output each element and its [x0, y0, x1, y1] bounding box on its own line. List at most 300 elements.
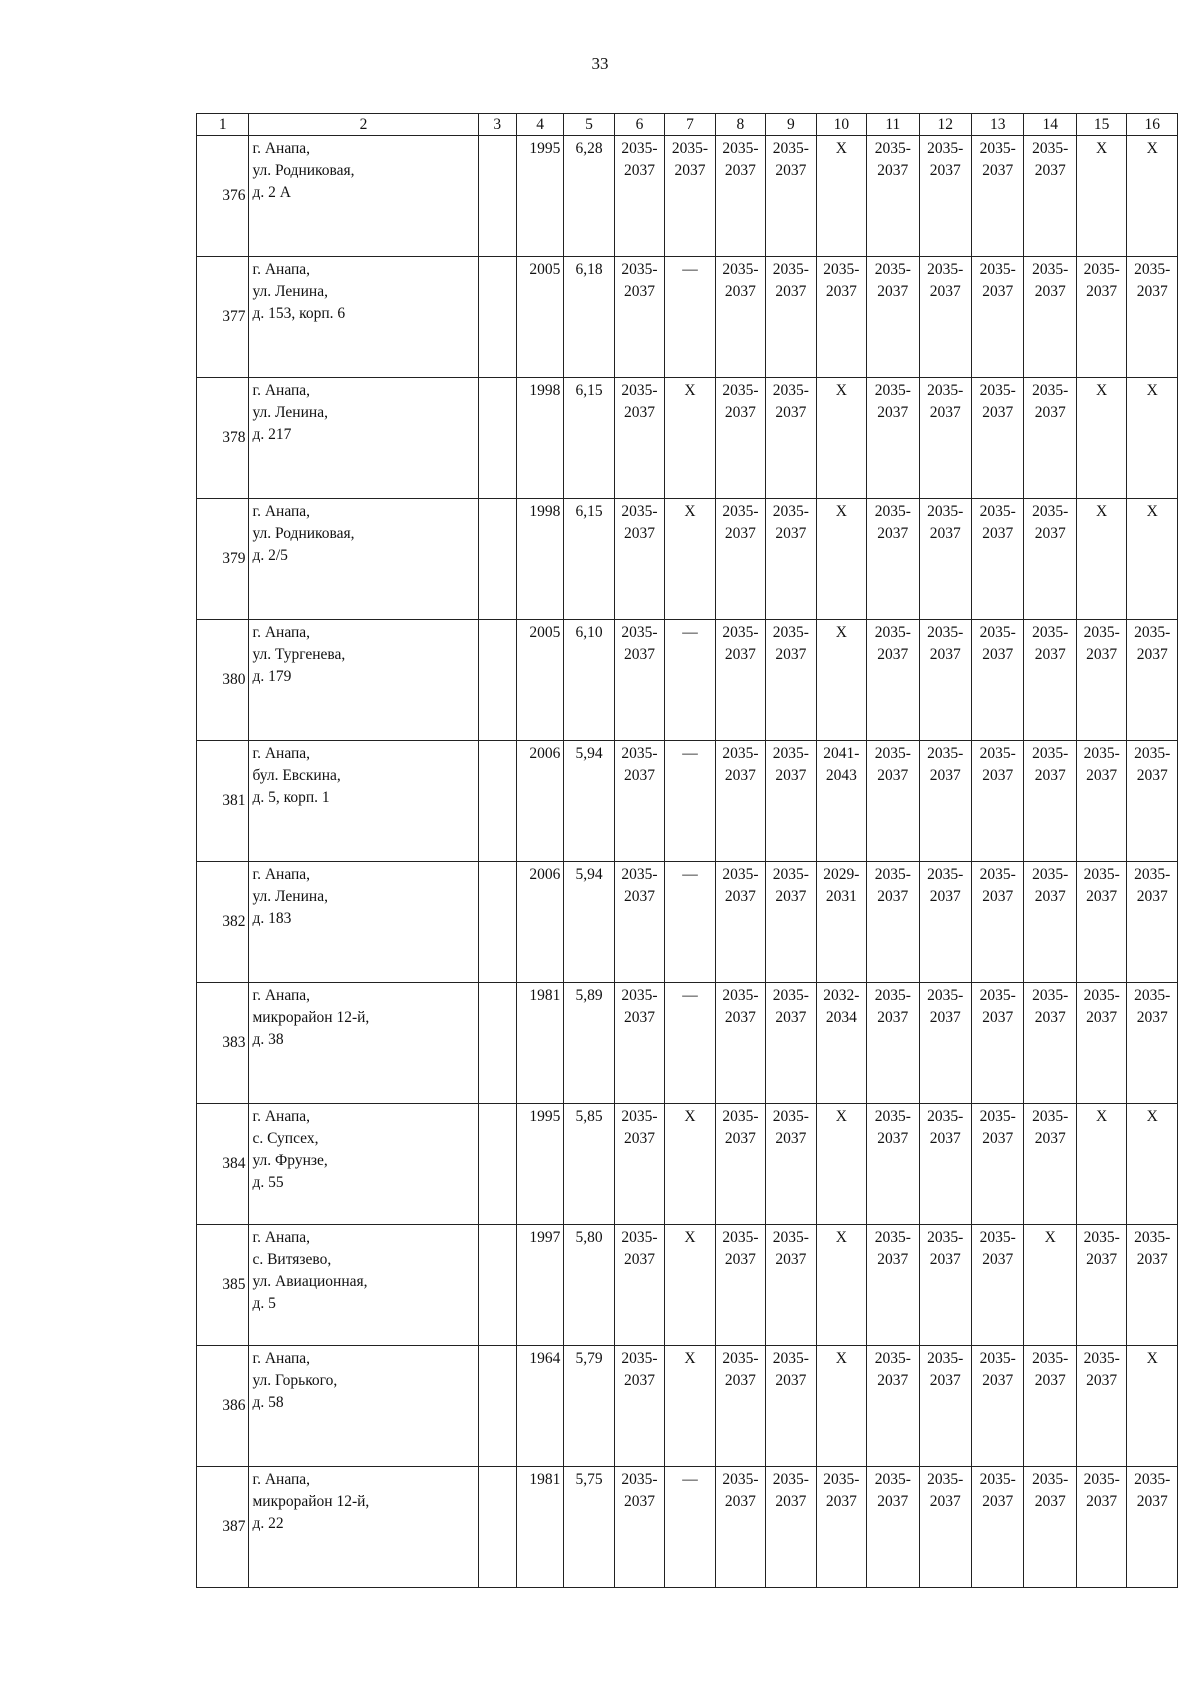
period-cell-col-8: [715, 1346, 765, 1467]
value-cell: 6,15: [564, 378, 614, 499]
period-cell-col-7: X: [665, 1346, 715, 1467]
table-row: [197, 1225, 1178, 1346]
period-part: 2035-: [722, 1108, 759, 1125]
column-3-cell: [478, 1104, 516, 1225]
period-part: 2035-: [722, 987, 759, 1004]
period-cell-col-9: [766, 1104, 816, 1225]
address-line: микрорайон 12-й,: [252, 1009, 370, 1026]
value-cell: 6,15: [564, 499, 614, 620]
column-header-2: 2: [249, 114, 478, 136]
period-cell-col-9: [766, 1346, 816, 1467]
period-part: 2037: [775, 1493, 807, 1510]
period-cell-col-13: [971, 741, 1023, 862]
address-line: г. Анапа,: [252, 624, 311, 641]
address-line: г. Анапа,: [252, 987, 311, 1004]
period-cell-col-7: —: [665, 862, 715, 983]
period-part: 2037: [982, 162, 1014, 179]
period-part: 2037: [982, 646, 1014, 663]
year-cell: 2005: [516, 257, 563, 378]
period-part: 2037: [982, 888, 1014, 905]
period-part: 2037: [929, 1130, 961, 1147]
period-cell-col-10: [816, 983, 866, 1104]
column-3-cell: [478, 1346, 516, 1467]
row-number: 380: [197, 620, 249, 741]
period-part: 2035-: [979, 866, 1016, 883]
header-row: [197, 114, 1178, 136]
address-line: г. Анапа,: [252, 1350, 311, 1367]
period-part: 2035-: [1032, 1108, 1069, 1125]
period-cell-col-6: [614, 1346, 664, 1467]
table-row: [197, 499, 1178, 620]
period-cell-col-8: [715, 1467, 765, 1588]
period-part: 2035-: [1083, 1350, 1120, 1367]
column-3-cell: [478, 136, 516, 257]
value-cell: 5,85: [564, 1104, 614, 1225]
period-part: 2037: [877, 888, 909, 905]
address-line: ул. Горького,: [252, 1372, 338, 1389]
period-part: 2035-: [927, 261, 964, 278]
period-part: 2037: [724, 1130, 756, 1147]
period-part: 2037: [674, 162, 706, 179]
period-part: 2037: [775, 525, 807, 542]
period-part: 2035-: [1032, 745, 1069, 762]
period-part: 2035-: [621, 987, 658, 1004]
period-part: 2037: [1136, 1009, 1168, 1026]
period-cell-col-13: [971, 499, 1023, 620]
period-cell-col-11: [867, 1467, 919, 1588]
period-cell-col-9: [766, 378, 816, 499]
period-cell-col-13: [971, 378, 1023, 499]
period-part: 2035-: [1083, 866, 1120, 883]
period-part: 2037: [1136, 1493, 1168, 1510]
address-cell: [249, 1346, 478, 1467]
period-part: 2035-: [722, 140, 759, 157]
table-row: [197, 1467, 1178, 1588]
period-cell-col-10: [816, 1467, 866, 1588]
column-header-8: 8: [715, 114, 765, 136]
period-part: 2035-: [1134, 1471, 1171, 1488]
period-cell-col-14: [1024, 862, 1076, 983]
period-part: 2035-: [772, 382, 809, 399]
period-cell-col-13: [971, 1104, 1023, 1225]
address-line: с. Витязево,: [252, 1251, 332, 1268]
period-part: 2035-: [1134, 866, 1171, 883]
period-part: 2035-: [927, 503, 964, 520]
address-cell: [249, 862, 478, 983]
period-part: 2035-: [772, 140, 809, 157]
column-header-7: 7: [665, 114, 715, 136]
period-cell-col-7: [665, 136, 715, 257]
row-number: 379: [197, 499, 249, 620]
value-cell: 5,80: [564, 1225, 614, 1346]
period-part: 2035-: [722, 624, 759, 641]
period-part: 2037: [775, 1372, 807, 1389]
period-cell-col-14: [1024, 1104, 1076, 1225]
period-cell-col-16: X: [1127, 378, 1178, 499]
period-part: 2037: [982, 1130, 1014, 1147]
period-part: 2035-: [772, 624, 809, 641]
row-number: 377: [197, 257, 249, 378]
period-cell-col-8: [715, 499, 765, 620]
period-part: 2043: [825, 767, 857, 784]
table-row: [197, 1346, 1178, 1467]
period-cell-col-15: [1076, 257, 1126, 378]
period-part: 2035-: [722, 503, 759, 520]
period-part: 2035-: [979, 1350, 1016, 1367]
period-part: 2035-: [722, 1229, 759, 1246]
year-cell: 1995: [516, 1104, 563, 1225]
period-cell-col-16: [1127, 741, 1178, 862]
period-cell-col-16: [1127, 862, 1178, 983]
period-part: 2035-: [1134, 624, 1171, 641]
period-cell-col-12: [919, 257, 971, 378]
period-cell-col-6: [614, 1467, 664, 1588]
period-part: 2035-: [874, 261, 911, 278]
period-part: 2035-: [621, 503, 658, 520]
row-number: 384: [197, 1104, 249, 1225]
period-part: 2035-: [823, 261, 860, 278]
period-cell-col-14: [1024, 1346, 1076, 1467]
year-cell: 1997: [516, 1225, 563, 1346]
period-part: 2035-: [772, 1350, 809, 1367]
period-part: 2035-: [927, 866, 964, 883]
period-part: 2037: [775, 767, 807, 784]
period-part: 2037: [1086, 283, 1118, 300]
period-part: 2035-: [927, 1471, 964, 1488]
period-part: 2037: [877, 1372, 909, 1389]
period-part: 2037: [1086, 1372, 1118, 1389]
period-cell-col-12: [919, 378, 971, 499]
column-3-cell: [478, 741, 516, 862]
period-cell-col-13: [971, 1467, 1023, 1588]
period-cell-col-11: [867, 983, 919, 1104]
address-cell: [249, 1467, 478, 1588]
period-part: 2035-: [772, 745, 809, 762]
period-cell-col-11: [867, 1104, 919, 1225]
column-header-3: 3: [478, 114, 516, 136]
period-cell-col-11: [867, 499, 919, 620]
period-part: 2035-: [1083, 624, 1120, 641]
period-cell-col-13: [971, 1346, 1023, 1467]
period-part: 2035-: [979, 987, 1016, 1004]
period-cell-col-9: [766, 1225, 816, 1346]
table-row: [197, 136, 1178, 257]
period-cell-col-14: [1024, 499, 1076, 620]
period-part: 2029-: [823, 866, 860, 883]
period-part: 2037: [1034, 283, 1066, 300]
period-part: 2035-: [722, 866, 759, 883]
period-cell-col-12: [919, 136, 971, 257]
period-part: 2035-: [874, 140, 911, 157]
address-line: ул. Ленина,: [252, 404, 328, 421]
column-header-15: 15: [1076, 114, 1126, 136]
period-cell-col-6: [614, 1104, 664, 1225]
period-cell-col-15: X: [1076, 1104, 1126, 1225]
period-part: 2035-: [823, 1471, 860, 1488]
period-cell-col-12: [919, 862, 971, 983]
period-part: 2037: [724, 646, 756, 663]
address-cell: [249, 620, 478, 741]
period-cell-col-7: X: [665, 499, 715, 620]
period-part: 2035-: [1032, 624, 1069, 641]
period-cell-col-9: [766, 620, 816, 741]
period-part: 2037: [624, 1009, 655, 1026]
period-part: 2037: [775, 888, 807, 905]
period-part: 2037: [877, 525, 909, 542]
period-cell-col-12: [919, 620, 971, 741]
period-part: 2035-: [1032, 140, 1069, 157]
column-header-11: 11: [867, 114, 919, 136]
address-cell: [249, 983, 478, 1104]
period-cell-col-15: [1076, 620, 1126, 741]
period-part: 2035-: [722, 382, 759, 399]
period-part: 2037: [1034, 162, 1066, 179]
column-header-5: 5: [564, 114, 614, 136]
period-part: 2035-: [874, 987, 911, 1004]
column-header-12: 12: [919, 114, 971, 136]
value-cell: 5,94: [564, 862, 614, 983]
period-part: 2037: [929, 525, 961, 542]
period-cell-col-12: [919, 741, 971, 862]
period-cell-col-10: X: [816, 499, 866, 620]
period-part: 2037: [724, 404, 756, 421]
period-part: 2035-: [979, 1471, 1016, 1488]
column-3-cell: [478, 499, 516, 620]
column-header-10: 10: [816, 114, 866, 136]
period-cell-col-12: [919, 499, 971, 620]
period-part: 2037: [1034, 1372, 1066, 1389]
period-cell-col-6: [614, 378, 664, 499]
period-part: 2037: [724, 162, 756, 179]
period-part: 2035-: [722, 1350, 759, 1367]
period-part: 2035-: [927, 382, 964, 399]
period-part: 2037: [1034, 1493, 1066, 1510]
period-part: 2035-: [979, 624, 1016, 641]
period-part: 2037: [877, 1009, 909, 1026]
period-part: 2035-: [874, 382, 911, 399]
value-cell: 6,18: [564, 257, 614, 378]
period-part: 2037: [982, 1251, 1014, 1268]
period-part: 2037: [1086, 767, 1118, 784]
period-cell-col-14: [1024, 257, 1076, 378]
period-part: 2037: [877, 283, 909, 300]
year-cell: 1964: [516, 1346, 563, 1467]
address-line: с. Супсех,: [252, 1130, 319, 1147]
period-part: 2035-: [1032, 503, 1069, 520]
period-part: 2037: [1136, 646, 1168, 663]
table-row: [197, 741, 1178, 862]
period-part: 2035-: [621, 382, 658, 399]
period-part: 2035-: [1032, 261, 1069, 278]
period-cell-col-8: [715, 1225, 765, 1346]
period-part: 2035-: [1083, 745, 1120, 762]
year-cell: 1998: [516, 378, 563, 499]
period-part: 2037: [982, 767, 1014, 784]
period-cell-col-16: X: [1127, 1346, 1178, 1467]
address-line: микрорайон 12-й,: [252, 1493, 370, 1510]
period-cell-col-7: —: [665, 257, 715, 378]
period-part: 2037: [1034, 1009, 1066, 1026]
period-part: 2035-: [722, 1471, 759, 1488]
period-part: 2035-: [1032, 1471, 1069, 1488]
period-part: 2037: [877, 1251, 909, 1268]
period-cell-col-15: [1076, 862, 1126, 983]
period-cell-col-14: [1024, 741, 1076, 862]
period-cell-col-16: X: [1127, 136, 1178, 257]
period-cell-col-14: [1024, 136, 1076, 257]
period-part: 2037: [929, 767, 961, 784]
period-part: 2037: [877, 1493, 909, 1510]
year-cell: 2005: [516, 620, 563, 741]
period-part: 2037: [1034, 646, 1066, 663]
period-cell-col-10: X: [816, 136, 866, 257]
year-cell: 1998: [516, 499, 563, 620]
value-cell: 5,79: [564, 1346, 614, 1467]
address-line: г. Анапа,: [252, 866, 311, 883]
period-part: 2035-: [979, 382, 1016, 399]
period-cell-col-10: X: [816, 378, 866, 499]
period-cell-col-7: X: [665, 378, 715, 499]
period-part: 2035-: [621, 1229, 658, 1246]
period-part: 2032-: [823, 987, 860, 1004]
address-line: д. 179: [252, 668, 292, 685]
period-part: 2035-: [772, 261, 809, 278]
value-cell: 5,94: [564, 741, 614, 862]
period-part: 2035-: [874, 1350, 911, 1367]
period-part: 2035-: [927, 1229, 964, 1246]
table-header: [197, 114, 1178, 136]
page-number: 33: [591, 54, 609, 73]
period-cell-col-11: [867, 741, 919, 862]
period-part: 2035-: [621, 1471, 658, 1488]
period-cell-col-11: [867, 862, 919, 983]
period-cell-col-16: [1127, 257, 1178, 378]
table-row: [197, 983, 1178, 1104]
address-line: д. 2/5: [252, 547, 288, 564]
address-line: д. 217: [252, 426, 292, 443]
address-line: д. 2 А: [252, 184, 291, 201]
period-part: 2037: [724, 767, 756, 784]
period-cell-col-11: [867, 620, 919, 741]
period-cell-col-14: [1024, 620, 1076, 741]
period-part: 2035-: [1083, 1229, 1120, 1246]
period-cell-col-11: [867, 1225, 919, 1346]
period-part: 2037: [1136, 888, 1168, 905]
period-cell-col-13: [971, 136, 1023, 257]
period-part: 2037: [929, 1251, 961, 1268]
row-number: 383: [197, 983, 249, 1104]
period-part: 2035-: [621, 866, 658, 883]
period-part: 2035-: [927, 987, 964, 1004]
period-part: 2035-: [772, 987, 809, 1004]
column-3-cell: [478, 1467, 516, 1588]
period-cell-col-14: [1024, 983, 1076, 1104]
column-3-cell: [478, 862, 516, 983]
period-cell-col-15: X: [1076, 136, 1126, 257]
period-cell-col-6: [614, 257, 664, 378]
period-part: 2035-: [1032, 866, 1069, 883]
address-line: д. 153, корп. 6: [252, 305, 346, 322]
period-cell-col-11: [867, 257, 919, 378]
table-row: [197, 378, 1178, 499]
period-cell-col-6: [614, 862, 664, 983]
period-part: 2035-: [621, 1350, 658, 1367]
period-cell-col-10: X: [816, 1225, 866, 1346]
period-cell-col-10: [816, 862, 866, 983]
period-cell-col-9: [766, 862, 816, 983]
period-part: 2035-: [1032, 987, 1069, 1004]
period-part: 2035-: [927, 624, 964, 641]
period-cell-col-15: [1076, 983, 1126, 1104]
period-part: 2037: [1086, 1009, 1118, 1026]
period-cell-col-6: [614, 620, 664, 741]
row-number: 386: [197, 1346, 249, 1467]
column-header-4: 4: [516, 114, 563, 136]
period-part: 2037: [1136, 283, 1168, 300]
period-cell-col-7: X: [665, 1225, 715, 1346]
period-part: 2037: [624, 525, 655, 542]
period-cell-col-15: [1076, 1467, 1126, 1588]
period-cell-col-7: —: [665, 983, 715, 1104]
period-part: 2035-: [874, 624, 911, 641]
period-cell-col-13: [971, 983, 1023, 1104]
period-part: 2035-: [1083, 987, 1120, 1004]
period-cell-col-7: —: [665, 1467, 715, 1588]
period-part: 2035-: [979, 503, 1016, 520]
period-cell-col-15: X: [1076, 499, 1126, 620]
period-part: 2035-: [979, 140, 1016, 157]
period-part: 2035-: [722, 261, 759, 278]
period-part: 2037: [624, 646, 655, 663]
period-part: 2037: [877, 404, 909, 421]
address-line: д. 183: [252, 910, 292, 927]
period-part: 2035-: [621, 140, 658, 157]
period-part: 2037: [775, 404, 807, 421]
period-cell-col-13: [971, 1225, 1023, 1346]
period-part: 2037: [929, 646, 961, 663]
period-cell-col-10: [816, 257, 866, 378]
period-cell-col-10: X: [816, 620, 866, 741]
table-row: [197, 1104, 1178, 1225]
address-line: д. 55: [252, 1174, 284, 1191]
value-cell: 5,89: [564, 983, 614, 1104]
year-cell: 1981: [516, 1467, 563, 1588]
period-cell-col-15: [1076, 1225, 1126, 1346]
period-cell-col-8: [715, 620, 765, 741]
period-cell-col-8: [715, 741, 765, 862]
period-cell-col-7: —: [665, 741, 715, 862]
period-cell-col-9: [766, 499, 816, 620]
period-cell-col-16: X: [1127, 1104, 1178, 1225]
address-line: г. Анапа,: [252, 382, 311, 399]
period-cell-col-12: [919, 1104, 971, 1225]
address-line: д. 58: [252, 1394, 284, 1411]
period-part: 2037: [775, 1009, 807, 1026]
period-part: 2037: [1034, 767, 1066, 784]
period-part: 2037: [624, 767, 655, 784]
address-cell: [249, 741, 478, 862]
address-line: г. Анапа,: [252, 503, 311, 520]
column-header-14: 14: [1024, 114, 1076, 136]
period-part: 2037: [1136, 1251, 1168, 1268]
period-cell-col-7: —: [665, 620, 715, 741]
period-cell-col-16: X: [1127, 499, 1178, 620]
period-part: 2035-: [772, 1108, 809, 1125]
period-cell-col-13: [971, 620, 1023, 741]
period-part: 2037: [624, 404, 655, 421]
period-cell-col-10: [816, 741, 866, 862]
period-part: 2037: [1034, 1130, 1066, 1147]
